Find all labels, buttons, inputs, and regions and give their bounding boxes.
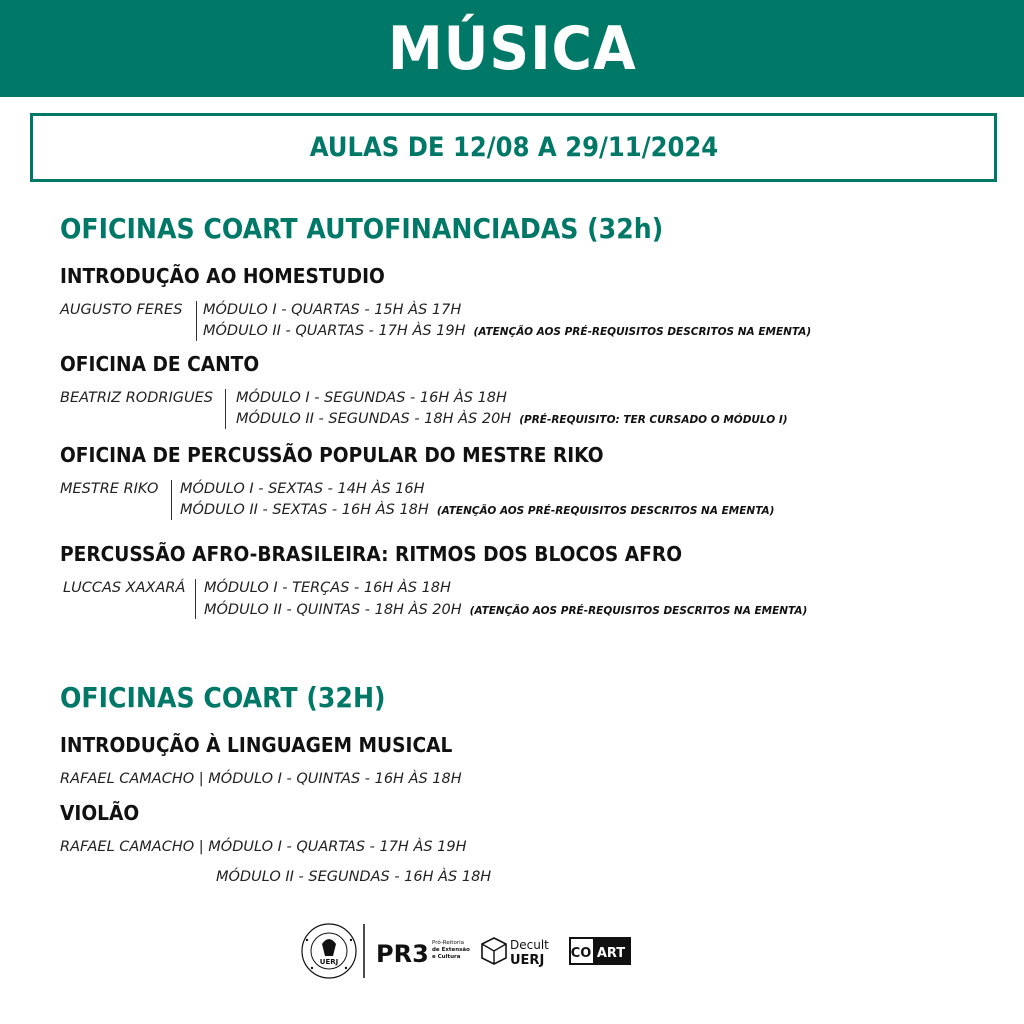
schedule-line: MÓDULO II - SEGUNDAS - 18H ÀS 20H (PRÉ-REQUISITO: TER CURSADO O MÓDULO I) xyxy=(236,411,788,427)
prerequisite-note: (PRÉ-REQUISITO: TER CURSADO O MÓDULO I) xyxy=(519,414,788,426)
course-title-afro-brasileira: PERCUSSÃO AFRO-BRASILEIRA: RITMOS DOS BLOCOS AFRO xyxy=(60,542,683,566)
section-title-coart: OFICINAS COART (32H) xyxy=(60,681,386,714)
schedule-line: MÓDULO II - SEXTAS - 16H ÀS 18H (ATENÇÃO AOS PRÉ-REQUISITOS DESCRITOS NA EMENTA) xyxy=(180,502,775,518)
coart-logo xyxy=(570,938,630,964)
course-title-violao: VIOLÃO xyxy=(60,801,140,825)
prerequisite-note: (ATENÇÃO AOS PRÉ-REQUISITOS DESCRITOS NA EMENTA) xyxy=(469,605,808,617)
course-title-canto: OFICINA DE CANTO xyxy=(60,352,260,376)
schedule-line: MÓDULO I - SEXTAS - 14H ÀS 16H xyxy=(180,481,425,497)
schedule-line: MÓDULO II - SEGUNDAS - 16H ÀS 18H xyxy=(216,869,492,885)
svg-text:CO: CO xyxy=(570,946,592,961)
footer-logos xyxy=(300,920,640,980)
teacher-name: BEATRIZ RODRIGUES xyxy=(60,390,213,406)
svg-text:PR3: PR3 xyxy=(376,940,429,968)
divider xyxy=(195,579,196,619)
svg-text:e Cultura: e Cultura xyxy=(432,954,461,960)
schedule-line: RAFAEL CAMACHO | MÓDULO I - QUARTAS - 17H ÀS 19H xyxy=(60,839,467,855)
course-title-homestudio: INTRODUÇÃO AO HOMESTUDIO xyxy=(60,264,385,288)
svg-text:Pró-Reitoria: Pró-Reitoria xyxy=(432,940,464,946)
prerequisite-note: (ATENÇÃO AOS PRÉ-REQUISITOS DESCRITOS NA EMENTA) xyxy=(436,505,775,517)
svg-text:UERJ: UERJ xyxy=(510,953,545,968)
decult-logo xyxy=(482,938,549,968)
header-bar xyxy=(0,0,1024,97)
course-title-linguagem-musical: INTRODUÇÃO À LINGUAGEM MUSICAL xyxy=(60,733,453,757)
teacher-name: AUGUSTO FERES xyxy=(60,302,183,318)
svg-text:ART: ART xyxy=(596,946,626,961)
svg-text:UERJ: UERJ xyxy=(319,958,339,966)
schedule-line: MÓDULO I - SEGUNDAS - 16H ÀS 18H xyxy=(236,390,507,406)
schedule-line: RAFAEL CAMACHO | MÓDULO I - QUINTAS - 16H ÀS 18H xyxy=(60,771,462,787)
uerj-seal-logo xyxy=(302,924,356,978)
dates-banner xyxy=(30,113,997,182)
divider xyxy=(225,389,226,429)
course-title-percussao-riko: OFICINA DE PERCUSSÃO POPULAR DO MESTRE RIKO xyxy=(60,443,604,467)
page-title: MÚSICA xyxy=(387,13,637,84)
schedule-line: MÓDULO II - QUINTAS - 18H ÀS 20H (ATENÇÃO AOS PRÉ-REQUISITOS DESCRITOS NA EMENTA) xyxy=(204,602,808,618)
svg-text:Decult: Decult xyxy=(510,938,549,952)
pr3-logo xyxy=(376,939,470,968)
svg-text:de Extensão: de Extensão xyxy=(432,947,470,953)
teacher-name: LUCCAS XAXARÁ xyxy=(63,580,186,596)
section-title-autofinanciadas: OFICINAS COART AUTOFINANCIADAS (32h) xyxy=(60,212,664,245)
prerequisite-note: (ATENÇÃO AOS PRÉ-REQUISITOS DESCRITOS NA EMENTA) xyxy=(473,326,812,338)
divider xyxy=(196,301,197,341)
dates-text: AULAS DE 12/08 A 29/11/2024 xyxy=(309,132,718,163)
teacher-name: MESTRE RIKO xyxy=(60,481,159,497)
schedule-line: MÓDULO I - TERÇAS - 16H ÀS 18H xyxy=(204,580,451,596)
divider xyxy=(171,480,172,520)
schedule-line: MÓDULO I - QUARTAS - 15H ÀS 17H xyxy=(203,302,462,318)
schedule-line: MÓDULO II - QUARTAS - 17H ÀS 19H (ATENÇÃO AOS PRÉ-REQUISITOS DESCRITOS NA EMENTA) xyxy=(203,323,812,339)
